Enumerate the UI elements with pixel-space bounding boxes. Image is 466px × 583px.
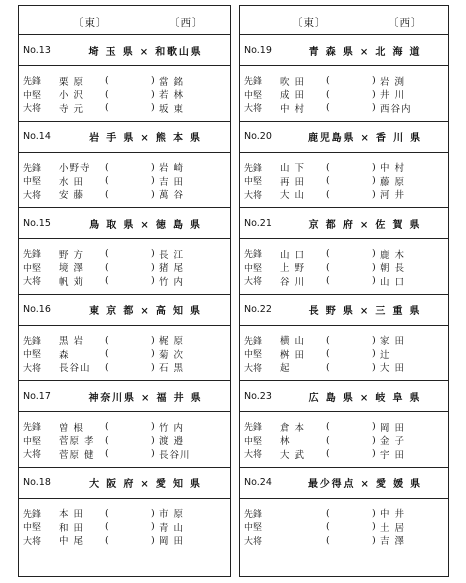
east-player: 林 — [280, 436, 291, 448]
west-player: 岡 田 — [159, 536, 185, 548]
lineup-row — [19, 174, 230, 188]
match-number: No.21 — [244, 217, 272, 229]
lineup-row — [19, 534, 230, 548]
position-label: 大将 — [244, 104, 263, 115]
west-player: 吉 田 — [159, 176, 185, 188]
west-player: 辻 — [380, 349, 391, 361]
paren-open: ( — [326, 102, 330, 114]
match-header — [240, 122, 448, 153]
east-player: 安 藤 — [59, 190, 85, 202]
position-label: 大将 — [244, 190, 263, 201]
paren-open: ( — [105, 448, 109, 460]
paren-open: ( — [105, 334, 109, 346]
east-player: 曽 根 — [59, 422, 85, 434]
position-label: 先鋒 — [23, 77, 42, 88]
east-player: 大 山 — [280, 190, 306, 202]
west-player: 吉 澤 — [380, 536, 406, 548]
paren-close: ) — [151, 88, 155, 100]
east-player: 中 村 — [280, 103, 306, 115]
lineup — [240, 66, 448, 121]
paren-close: ) — [151, 248, 155, 260]
lineup-row — [19, 334, 230, 348]
east-player: 寺 元 — [59, 103, 85, 115]
east-player: 和 田 — [59, 522, 85, 534]
position-label: 中堅 — [23, 90, 42, 101]
position-label: 中堅 — [244, 350, 263, 361]
east-player: 菅原 健 — [59, 449, 95, 461]
match-block — [240, 468, 448, 554]
east-player: 成 田 — [280, 90, 306, 102]
match-block — [240, 35, 448, 122]
east-player: 横 山 — [280, 336, 306, 348]
paren-close: ) — [151, 421, 155, 433]
match-header — [240, 35, 448, 66]
paren-open: ( — [105, 248, 109, 260]
east-player: 帆 苅 — [59, 276, 85, 288]
match-title: 最少得点 × 愛 媛 県 — [308, 479, 422, 490]
lineup-row — [240, 188, 448, 202]
match-block — [19, 122, 230, 209]
match-block — [19, 381, 230, 468]
lineup-row — [240, 447, 448, 461]
paren-close: ) — [151, 448, 155, 460]
paren-open: ( — [326, 248, 330, 260]
match-title: 東 京 都 × 高 知 県 — [89, 306, 202, 317]
lineup — [19, 66, 230, 121]
lineup — [240, 239, 448, 294]
paren-close: ) — [372, 507, 376, 519]
west-player: 朝 長 — [380, 263, 406, 275]
position-label: 中堅 — [244, 436, 263, 447]
paren-open: ( — [105, 175, 109, 187]
west-player: 宇 田 — [380, 449, 406, 461]
match-header — [240, 381, 448, 412]
lineup — [19, 153, 230, 208]
lineup-row — [19, 88, 230, 102]
paren-open: ( — [326, 261, 330, 273]
east-player: 小 沢 — [59, 90, 85, 102]
lineup-row — [19, 101, 230, 115]
east-player: 境 澤 — [59, 263, 85, 275]
position-label: 大将 — [244, 277, 263, 288]
west-player: 大 田 — [380, 363, 406, 375]
match-number: No.17 — [23, 390, 51, 402]
lineup-row — [240, 534, 448, 548]
west-player: 鹿 木 — [380, 249, 406, 261]
left-panel — [18, 5, 231, 577]
paren-close: ) — [372, 521, 376, 533]
paren-close: ) — [151, 261, 155, 273]
match-title: 埼 玉 県 × 和歌山県 — [88, 46, 203, 58]
lineup-row — [240, 434, 448, 448]
paren-open: ( — [326, 421, 330, 433]
paren-close: ) — [151, 361, 155, 373]
east-player: 菅原 孝 — [59, 436, 95, 448]
lineup-row — [240, 88, 448, 102]
position-label: 中堅 — [23, 350, 42, 361]
paren-close: ) — [372, 102, 376, 114]
position-label: 先鋒 — [244, 423, 263, 434]
paren-open: ( — [105, 102, 109, 114]
match-header — [19, 208, 230, 239]
paren-open: ( — [326, 434, 330, 446]
lineup-row — [19, 274, 230, 288]
east-player: 谷 川 — [280, 276, 306, 288]
match-number: No.22 — [244, 304, 272, 315]
west-player: 竹 内 — [159, 276, 185, 288]
lineup-row — [240, 161, 448, 175]
match-title: 長 野 県 × 三 重 県 — [308, 306, 422, 317]
lineup-row — [240, 247, 448, 261]
match-number: No.16 — [23, 304, 51, 315]
lineup — [240, 326, 448, 381]
lineup-row — [240, 174, 448, 188]
paren-close: ) — [151, 275, 155, 287]
east-player: 倉 本 — [280, 422, 306, 434]
paren-open: ( — [105, 88, 109, 100]
east-player: 本 田 — [59, 509, 85, 521]
match-number: No.15 — [23, 217, 51, 229]
match-title: 青 森 県 × 北 海 道 — [308, 46, 422, 58]
west-player: 中 井 — [380, 509, 406, 521]
paren-open: ( — [326, 448, 330, 460]
east-player: 山 下 — [280, 163, 306, 175]
paren-open: ( — [105, 161, 109, 173]
lineup-row — [19, 447, 230, 461]
position-label: 中堅 — [244, 90, 263, 101]
lineup-row — [240, 347, 448, 361]
west-player: 岩 崎 — [159, 163, 185, 175]
match-header — [19, 468, 230, 499]
east-player: 黒 岩 — [59, 336, 85, 348]
match-block — [240, 295, 448, 382]
position-label: 大将 — [244, 536, 263, 547]
match-title: 京 都 府 × 佐 賀 県 — [308, 219, 422, 231]
west-player: 中 村 — [380, 163, 406, 175]
paren-open: ( — [326, 507, 330, 519]
lineup-row — [19, 188, 230, 202]
paren-open: ( — [105, 521, 109, 533]
position-label: 先鋒 — [23, 336, 42, 347]
west-player: 岡 田 — [380, 422, 406, 434]
match-block — [240, 122, 448, 209]
paren-close: ) — [151, 175, 155, 187]
west-player: 山 口 — [380, 276, 406, 288]
west-player: 坂 東 — [159, 103, 185, 115]
match-block — [19, 295, 230, 382]
paren-open: ( — [326, 161, 330, 173]
paren-open: ( — [105, 534, 109, 546]
west-player: 河 井 — [380, 190, 406, 202]
paren-open: ( — [326, 175, 330, 187]
paren-close: ) — [372, 248, 376, 260]
position-label: 大将 — [244, 450, 263, 461]
match-title: 鹿児島県 × 香 川 県 — [308, 133, 422, 144]
left-match-list — [19, 35, 230, 553]
paren-open: ( — [326, 521, 330, 533]
lineup-row — [240, 334, 448, 348]
lineup-row — [19, 507, 230, 521]
match-title: 鳥 取 県 × 徳 島 県 — [89, 219, 202, 231]
east-header: 〔東〕 — [292, 17, 327, 29]
position-label: 大将 — [23, 190, 42, 201]
paren-open: ( — [326, 75, 330, 87]
paren-open: ( — [105, 434, 109, 446]
west-player: 萬 谷 — [159, 190, 185, 202]
position-label: 中堅 — [244, 177, 263, 188]
west-player: 石 黒 — [159, 363, 185, 375]
east-player: 森 — [59, 349, 70, 361]
lineup-row — [19, 420, 230, 434]
paren-open: ( — [105, 261, 109, 273]
paren-close: ) — [151, 75, 155, 87]
match-title: 神奈川県 × 福 井 県 — [88, 392, 203, 404]
position-label: 中堅 — [244, 523, 263, 534]
match-number: No.23 — [244, 390, 272, 402]
match-block — [240, 208, 448, 295]
column-header — [19, 6, 230, 35]
west-player: 竹 内 — [159, 422, 185, 434]
position-label: 大将 — [23, 450, 42, 461]
lineup-row — [240, 361, 448, 375]
lineup-row — [19, 347, 230, 361]
right-match-list — [240, 35, 448, 553]
east-player: 野 方 — [59, 249, 85, 261]
lineup — [19, 499, 230, 554]
position-label: 先鋒 — [23, 509, 42, 520]
paren-close: ) — [372, 275, 376, 287]
match-header — [240, 295, 448, 326]
paren-open: ( — [326, 88, 330, 100]
paren-close: ) — [372, 434, 376, 446]
position-label: 先鋒 — [244, 250, 263, 261]
paren-open: ( — [326, 534, 330, 546]
match-header — [240, 208, 448, 239]
match-number: No.13 — [23, 44, 51, 56]
paren-close: ) — [151, 188, 155, 200]
lineup-row — [240, 74, 448, 88]
lineup-row — [19, 520, 230, 534]
match-number: No.20 — [244, 131, 272, 142]
paren-close: ) — [372, 75, 376, 87]
position-label: 中堅 — [244, 263, 263, 274]
east-player: 起 — [280, 363, 291, 375]
west-header: 〔西〕 — [388, 17, 423, 29]
paren-close: ) — [372, 188, 376, 200]
match-block — [19, 208, 230, 295]
lineup-row — [240, 420, 448, 434]
paren-open: ( — [326, 275, 330, 287]
lineup-row — [240, 101, 448, 115]
paren-close: ) — [151, 507, 155, 519]
west-player: 土 居 — [380, 522, 406, 534]
position-label: 先鋒 — [244, 163, 263, 174]
west-player: 長谷川 — [159, 449, 191, 461]
paren-open: ( — [105, 75, 109, 87]
west-header: 〔西〕 — [169, 17, 204, 29]
match-header — [19, 295, 230, 326]
column-header — [240, 6, 448, 35]
match-number: No.24 — [244, 477, 272, 488]
lineup-row — [240, 274, 448, 288]
paren-close: ) — [372, 534, 376, 546]
west-player: 渡 邉 — [159, 436, 185, 448]
match-header — [19, 122, 230, 153]
position-label: 大将 — [23, 277, 42, 288]
match-block — [19, 35, 230, 122]
position-label: 大将 — [23, 104, 42, 115]
match-title: 岩 手 県 × 熊 本 県 — [89, 133, 202, 144]
lineup — [240, 412, 448, 467]
east-player: 桝 田 — [280, 349, 306, 361]
paren-close: ) — [372, 88, 376, 100]
lineup — [19, 239, 230, 294]
position-label: 先鋒 — [23, 250, 42, 261]
match-title: 広 島 県 × 岐 阜 県 — [308, 392, 422, 404]
lineup — [240, 153, 448, 208]
match-number: No.14 — [23, 131, 51, 142]
west-player: 家 田 — [380, 336, 406, 348]
east-player: 山 口 — [280, 249, 306, 261]
west-player: 猪 尾 — [159, 263, 185, 275]
position-label: 中堅 — [23, 523, 42, 534]
west-player: 金 子 — [380, 436, 406, 448]
west-player: 藤 原 — [380, 176, 406, 188]
east-player: 吹 田 — [280, 76, 306, 88]
west-player: 岩 渕 — [380, 76, 406, 88]
match-block — [240, 381, 448, 468]
paren-open: ( — [105, 507, 109, 519]
paren-close: ) — [372, 161, 376, 173]
position-label: 先鋒 — [23, 423, 42, 434]
paren-close: ) — [151, 161, 155, 173]
paren-open: ( — [105, 275, 109, 287]
east-player: 再 田 — [280, 176, 306, 188]
paren-open: ( — [326, 188, 330, 200]
position-label: 先鋒 — [244, 77, 263, 88]
lineup — [19, 326, 230, 381]
paren-close: ) — [372, 334, 376, 346]
paren-open: ( — [105, 188, 109, 200]
east-player: 中 尾 — [59, 536, 85, 548]
lineup-row — [19, 434, 230, 448]
west-player: 梶 原 — [159, 336, 185, 348]
lineup-row — [19, 261, 230, 275]
west-player: 長 江 — [159, 249, 185, 261]
east-player: 栗 原 — [59, 76, 85, 88]
position-label: 中堅 — [23, 177, 42, 188]
east-player: 大 武 — [280, 449, 306, 461]
position-label: 大将 — [244, 363, 263, 374]
west-player: 井 川 — [380, 90, 406, 102]
paren-open: ( — [326, 361, 330, 373]
west-player: 菊 次 — [159, 349, 185, 361]
paren-open: ( — [326, 334, 330, 346]
east-player: 小野寺 — [59, 163, 91, 175]
paren-close: ) — [372, 348, 376, 360]
paren-close: ) — [372, 175, 376, 187]
match-block — [19, 468, 230, 554]
match-header — [19, 381, 230, 412]
west-player: 若 林 — [159, 90, 185, 102]
lineup-row — [19, 161, 230, 175]
east-player: 上 野 — [280, 263, 306, 275]
paren-close: ) — [372, 261, 376, 273]
lineup — [240, 499, 448, 554]
position-label: 中堅 — [23, 263, 42, 274]
west-player: 青 山 — [159, 522, 185, 534]
lineup-row — [240, 507, 448, 521]
lineup — [19, 412, 230, 467]
position-label: 大将 — [23, 536, 42, 547]
west-player: 當 銘 — [159, 76, 185, 88]
match-number: No.18 — [23, 477, 51, 488]
west-player: 西谷内 — [380, 103, 412, 115]
lineup-row — [19, 74, 230, 88]
lineup-row — [240, 520, 448, 534]
match-title: 大 阪 府 × 愛 知 県 — [89, 479, 202, 490]
paren-close: ) — [151, 434, 155, 446]
lineup-row — [19, 361, 230, 375]
west-player: 市 原 — [159, 509, 185, 521]
match-number: No.19 — [244, 44, 272, 56]
paren-close: ) — [151, 534, 155, 546]
right-panel — [239, 5, 449, 577]
paren-close: ) — [372, 361, 376, 373]
paren-open: ( — [105, 361, 109, 373]
paren-close: ) — [151, 521, 155, 533]
paren-close: ) — [151, 334, 155, 346]
paren-open: ( — [105, 348, 109, 360]
match-header — [240, 468, 448, 499]
position-label: 先鋒 — [244, 336, 263, 347]
east-header: 〔東〕 — [73, 17, 108, 29]
paren-open: ( — [326, 348, 330, 360]
position-label: 中堅 — [23, 436, 42, 447]
lineup-row — [19, 247, 230, 261]
east-player: 長谷山 — [59, 363, 91, 375]
position-label: 大将 — [23, 363, 42, 374]
paren-open: ( — [105, 421, 109, 433]
lineup-row — [240, 261, 448, 275]
match-header — [19, 35, 230, 66]
paren-close: ) — [372, 448, 376, 460]
position-label: 先鋒 — [23, 163, 42, 174]
paren-close: ) — [151, 348, 155, 360]
position-label: 先鋒 — [244, 509, 263, 520]
paren-close: ) — [151, 102, 155, 114]
east-player: 水 田 — [59, 176, 85, 188]
paren-close: ) — [372, 421, 376, 433]
